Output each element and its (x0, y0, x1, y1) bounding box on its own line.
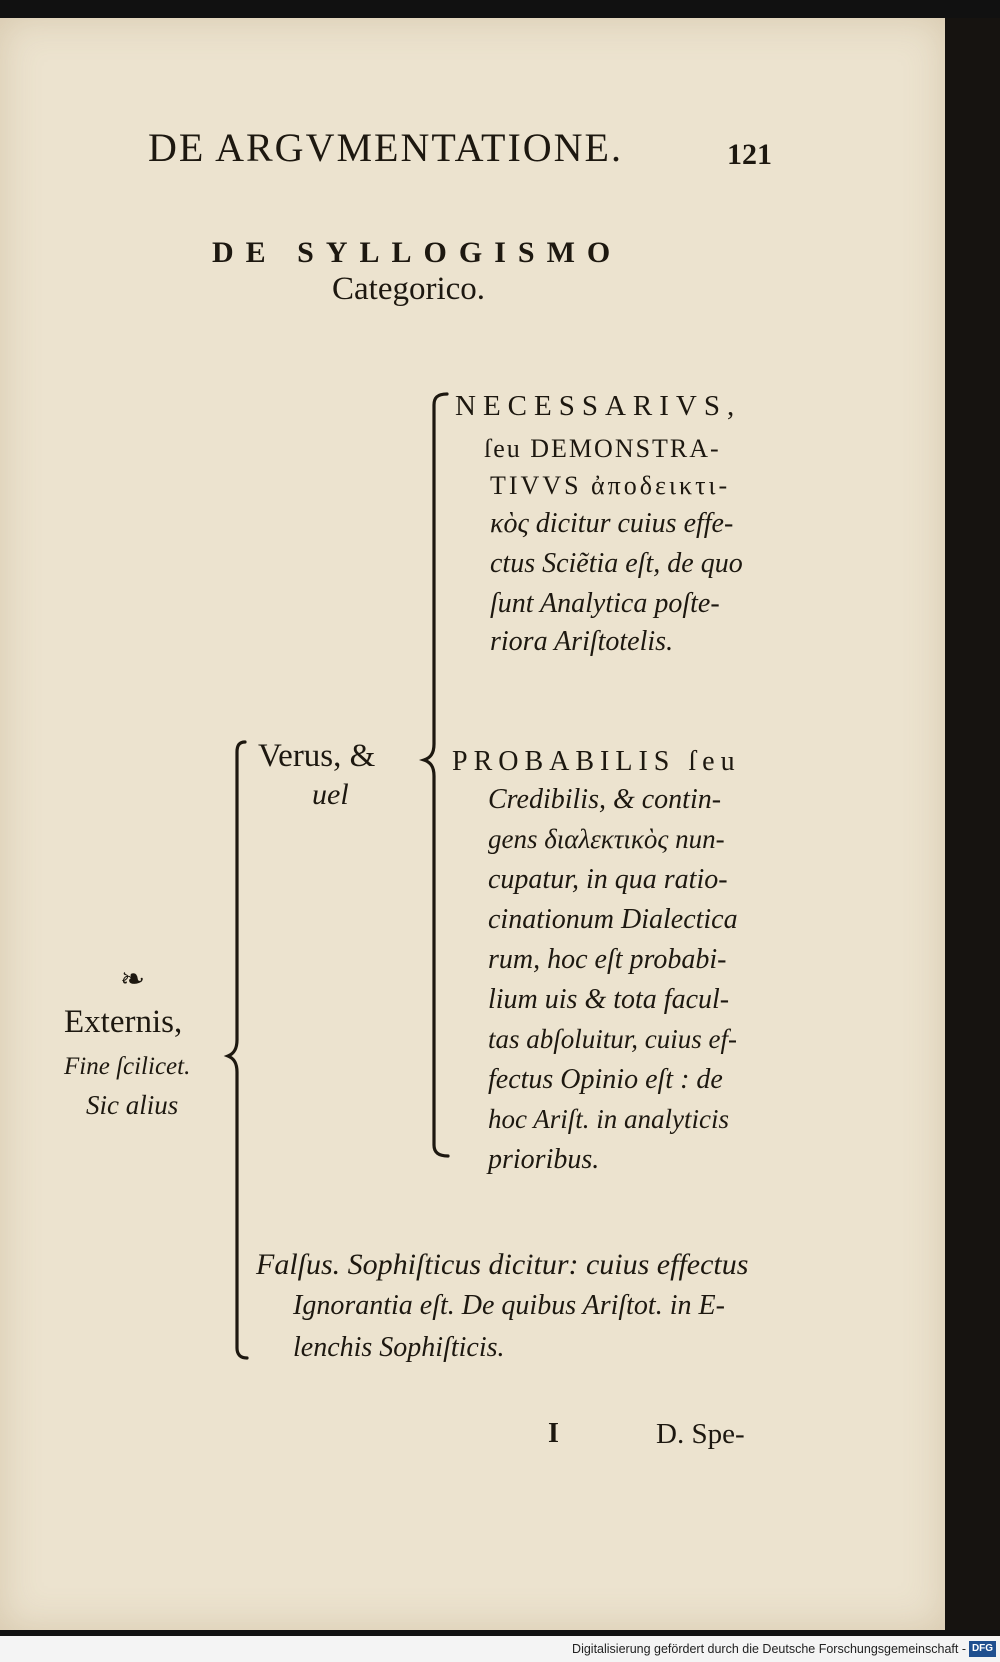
necessarius-line-2: ſeu DEMONSTRA- (484, 434, 721, 463)
falsus-line-2: Ignorantia eſt. De quibus Ariſtot. in E- (293, 1290, 725, 1321)
probabilis-line-6: rum, hoc eſt probabi- (488, 944, 727, 975)
necessarius-line-6: ſunt Analytica poſte- (490, 588, 720, 619)
verus-uel: uel (312, 778, 349, 811)
left-label-line-1: Externis, (64, 1004, 183, 1040)
left-label-line-3: Sic alius (86, 1090, 179, 1120)
falsus-line-3: lenchis Sophiſticis. (293, 1332, 505, 1363)
catchword: D. Spe- (656, 1418, 745, 1450)
ornament-icon: ❧ (120, 963, 146, 996)
necessarius-line-1: NECESSARIVS, (455, 390, 742, 422)
necessarius-line-5: ctus Sciẽtia eſt, de quo (490, 548, 743, 579)
section-subtitle: Categorico. (332, 271, 486, 307)
verus-label: Verus, & (258, 738, 376, 774)
running-title: DE ARGVMENTATIONE. (148, 125, 623, 170)
probabilis-line-11: prioribus. (488, 1144, 600, 1175)
dfg-logo: DFG (969, 1641, 996, 1657)
digitization-footer (0, 1636, 1000, 1662)
probabilis-line-5: cinationum Dialectica (488, 904, 738, 935)
probabilis-line-3: gens διαλεκτικὸς nun- (488, 824, 725, 854)
digitization-credit: Digitalisierung gefördert durch die Deutsche Forschungsgemeinschaft - (572, 1642, 966, 1656)
probabilis-line-4: cupatur, in qua ratio- (488, 864, 728, 895)
page-number: 121 (727, 138, 772, 171)
probabilis-line-9: fectus Opinio eſt : de (488, 1064, 723, 1095)
necessarius-line-4: κὸς dicitur cuius effe- (490, 508, 734, 539)
section-title: DE SYLLOGISMO (212, 236, 623, 269)
necessarius-line-7: riora Ariſtotelis. (490, 626, 674, 657)
left-label-line-2: Fine ſcilicet. (64, 1053, 191, 1080)
probabilis-line-10: hoc Ariſt. in analyticis (488, 1104, 729, 1134)
necessarius-line-3: TIVVS ἀποδεικτι- (490, 471, 731, 500)
probabilis-line-8: tas abſoluitur, cuius ef- (488, 1024, 737, 1054)
signature-mark: I (548, 1418, 559, 1449)
probabilis-line-2: Credibilis, & contin- (488, 784, 722, 815)
falsus-line-1: Falſus. Sophiſticus dicitur: cuius effectus (256, 1248, 749, 1281)
probabilis-line-1: PROBABILIS ſeu (452, 746, 741, 777)
probabilis-line-7: lium uis & tota facul- (488, 984, 730, 1015)
